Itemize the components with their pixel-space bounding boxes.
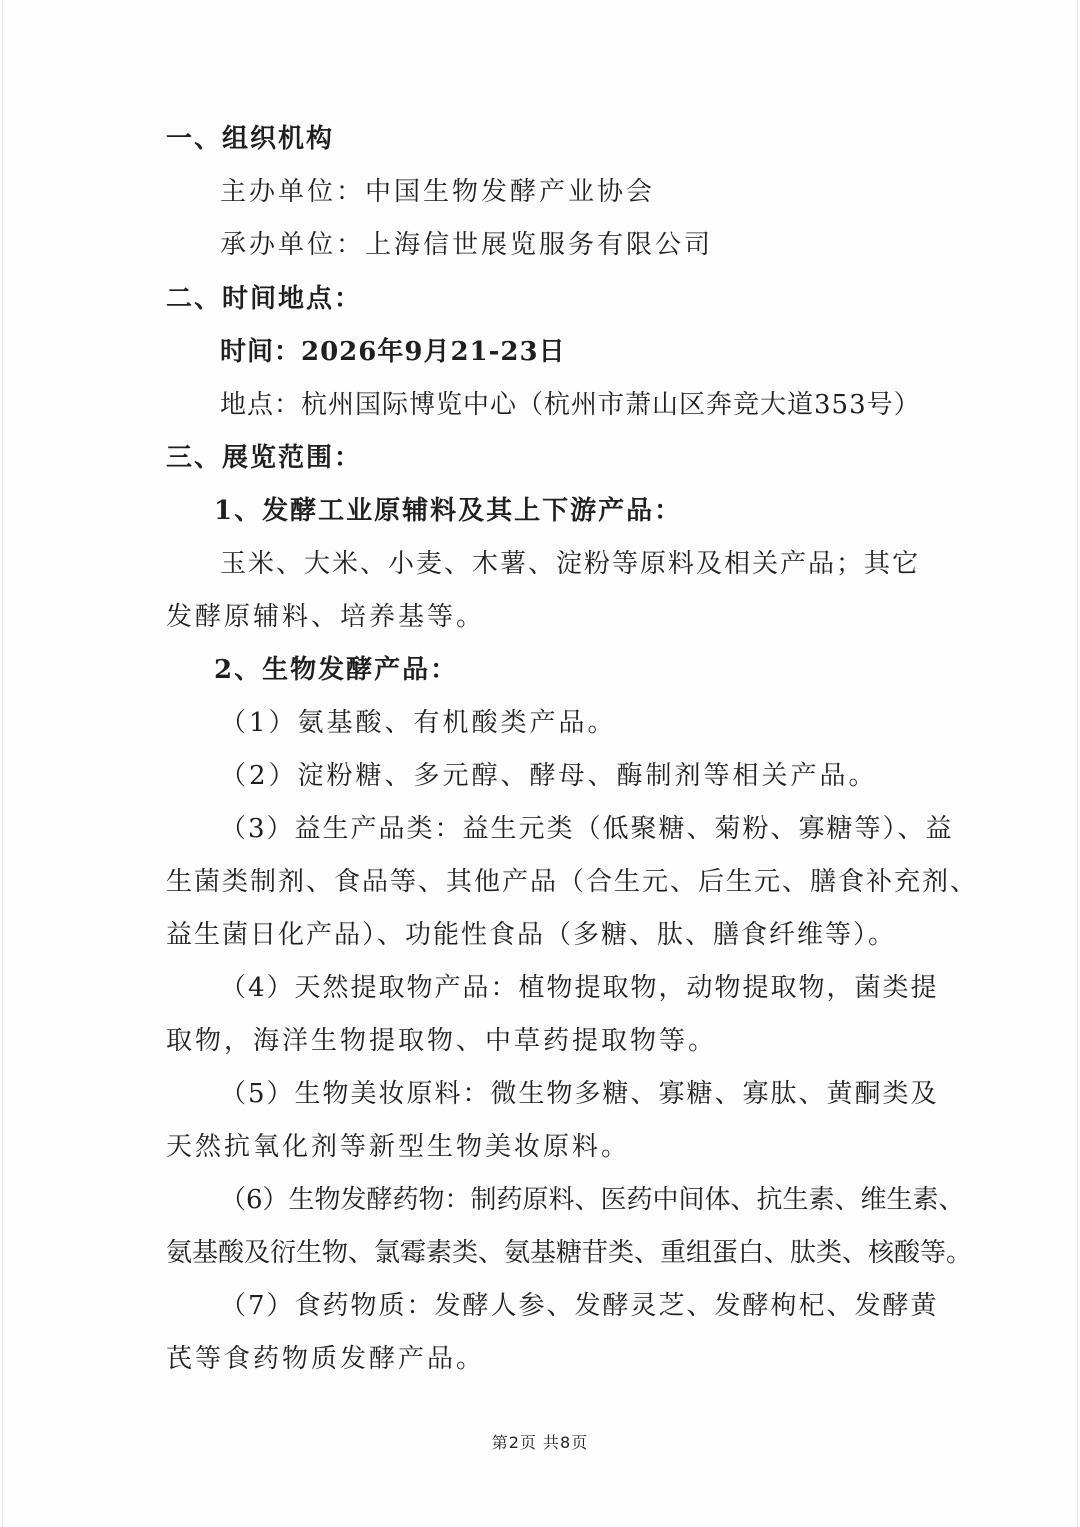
item-5-line-1: （5）生物美妆原料：微生物多糖、寡糖、寡肽、黄酮类及: [220, 1079, 939, 1109]
item-5-line-2: 天然抗氧化剂等新型生物美妆原料。: [166, 1132, 631, 1162]
undertaker-line: 承办单位：上海信世展览服务有限公司: [220, 230, 714, 260]
category-1-text-line-1: 玉米、大米、小麦、木薯、淀粉等原料及相关产品；其它: [220, 549, 921, 579]
host-organizer-line: 主办单位：中国生物发酵产业协会: [220, 177, 656, 207]
section-3-heading: 三、展览范围：: [166, 443, 363, 473]
item-3-line-1: （3）益生产品类：益生元类（低聚糖、菊粉、寡糖等）、益: [220, 814, 954, 844]
item-3-line-2: 生菌类制剂、食品等、其他产品（合生元、后生元、膳食补充剂、: [166, 867, 979, 897]
item-3-line-3: 益生菌日化产品）、功能性食品（多糖、肽、膳食纤维等）。: [166, 920, 897, 950]
time-line: 时间：2026年9月21-23日: [220, 337, 566, 367]
item-6-line-1: （6）生物发酵药物：制药原料、医药中间体、抗生素、维生素、: [220, 1185, 965, 1215]
category-2-title: 2、生物发酵产品：: [214, 655, 459, 685]
item-7-line-1: （7）食药物质：发酵人参、发酵灵芝、发酵枸杞、发酵黄: [220, 1291, 939, 1321]
page-number-footer: 第2页 共8页: [491, 1433, 589, 1452]
scan-edge-left: [2, 0, 3, 1527]
item-4-line-1: （4）天然提取物产品：植物提取物，动物提取物，菌类提: [220, 973, 939, 1003]
category-1-text-line-2: 发酵原辅料、培养基等。: [166, 602, 486, 632]
section-2-heading: 二、时间地点：: [166, 284, 363, 314]
item-1: （1）氨基酸、有机酸类产品。: [220, 708, 617, 738]
section-1-heading: 一、组织机构: [166, 124, 335, 154]
item-2: （2）淀粉糖、多元醇、酵母、酶制剂等相关产品。: [220, 761, 878, 791]
place-line: 地点：杭州国际博览中心（杭州市萧山区奔竞大道353号）: [220, 390, 921, 420]
item-6-line-2: 氨基酸及衍生物、氯霉素类、氨基糖苷类、重组蛋白、肽类、核酸等。: [166, 1238, 973, 1268]
item-7-line-2: 芪等食药物质发酵产品。: [166, 1344, 486, 1374]
category-1-title: 1、发酵工业原辅料及其上下游产品：: [214, 496, 683, 526]
scan-edge-right: [1077, 0, 1078, 1527]
item-4-line-2: 取物，海洋生物提取物、中草药提取物等。: [166, 1026, 718, 1056]
